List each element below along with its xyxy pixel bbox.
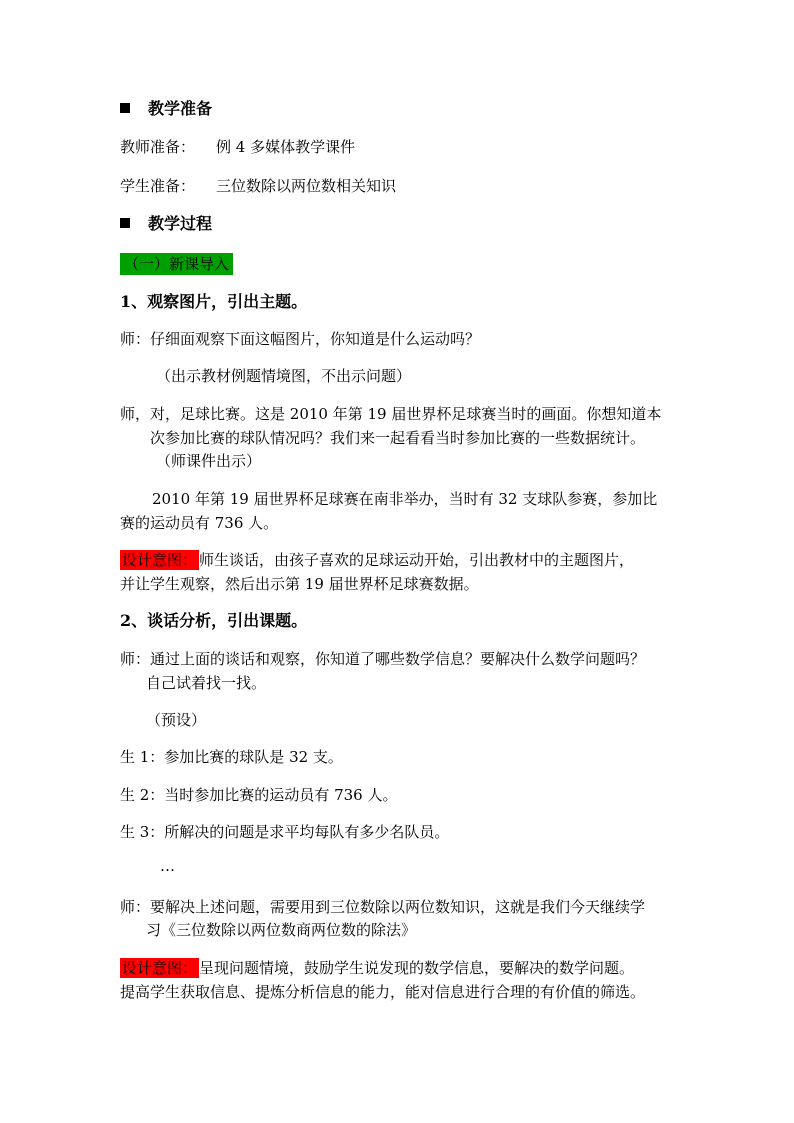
step1-title: 1、观察图片，引出主题。 <box>120 292 308 311</box>
preset-label: （预设） <box>146 711 207 729</box>
student-prep-label: 学生准备： <box>120 177 196 195</box>
paragraph-1-line2: 赛的运动员有 736 人。 <box>120 514 279 532</box>
section-heading-process: 教学过程 <box>120 214 212 234</box>
teacher-question-3-line2: 自己试着找一找。 <box>146 674 267 692</box>
teacher-speech-4-line1: 师：要解决上述问题，需要用到三位数除以两位数知识，这就是我们今天继续学 <box>120 898 646 916</box>
teacher-question-1: 师：仔细面观察下面这幅图片，你知道是什么运动吗？ <box>120 330 481 348</box>
design-intent-1-line1: 设计意图： 师生谈话，由孩子喜欢的足球运动开始，引出教材中的主题图片， <box>122 551 635 569</box>
section-heading-prep: 教学准备 <box>120 99 212 119</box>
teacher-prep-value: 例 4 多媒体教学课件 <box>216 138 356 156</box>
teacher-speech-4-line2: 习《三位数除以两位数商两位数的除法》 <box>146 921 417 939</box>
step2-title: 2、谈话分析，引出课题。 <box>120 611 308 630</box>
design-intent-label: 设计意图： <box>122 959 198 977</box>
teacher-prep-line <box>120 137 355 157</box>
ellipsis: … <box>160 857 175 875</box>
student-answer-3: 生 3：所解决的问题是求平均每队有多少名队员。 <box>120 823 450 841</box>
part1-tag: （一）新课导入 <box>120 254 233 274</box>
student-answer-1: 生 1：参加比赛的球队是 32 支。 <box>120 748 343 766</box>
teacher-speech-2-line2: 次参加比赛的球队情况吗？我们来一起看看当时参加比赛的一些数据统计。 <box>150 429 646 447</box>
teacher-question-3-line1: 师：通过上面的谈话和观察，你知道了哪些数学信息？要解决什么数学问题吗？ <box>120 650 646 668</box>
square-bullet-icon <box>120 218 130 228</box>
student-answer-2: 生 2：当时参加比赛的运动员有 736 人。 <box>120 786 398 804</box>
teacher-speech-2-line1: 师，对，足球比赛。这是 2010 年第 19 届世界杯足球赛当时的画面。你想知道本 <box>120 405 662 423</box>
design-intent-label: 设计意图： <box>122 551 198 569</box>
design-intent-2-line2: 提高学生获取信息、提炼分析信息的能力，能对信息进行合理的有价值的筛选。 <box>120 983 646 1001</box>
design-intent-2-line1: 设计意图： 呈现问题情境，鼓励学生说发现的数学信息，要解决的数学问题。 <box>122 959 635 977</box>
student-prep-value: 三位数除以两位数相关知识 <box>216 177 397 195</box>
student-prep-line <box>120 176 396 196</box>
teacher-note-1: （出示教材例题情境图，不出示问题） <box>156 367 412 385</box>
teacher-speech-2-line3: （师课件出示） <box>156 452 262 470</box>
design-intent-1-line2: 并让学生观察，然后出示第 19 届世界杯足球赛数据。 <box>120 575 479 593</box>
teacher-prep-label: 教师准备： <box>120 138 196 156</box>
paragraph-1-line1: 2010 年第 19 届世界杯足球赛在南非举办，当时有 32 支球队参赛，参加比 <box>152 490 658 508</box>
square-bullet-icon <box>120 103 130 113</box>
